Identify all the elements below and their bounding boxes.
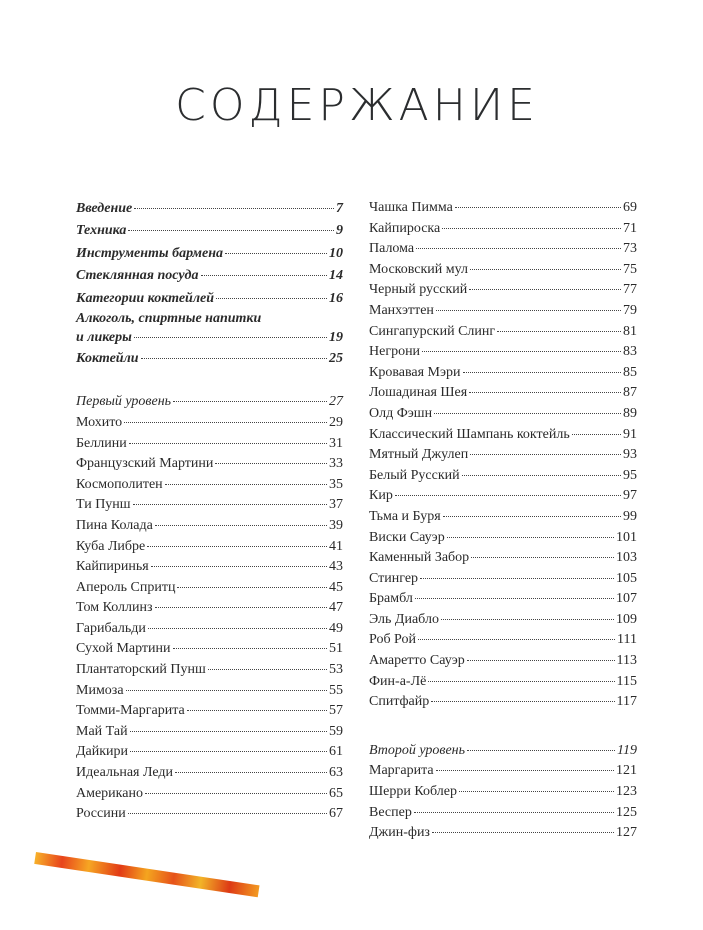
entry-page: 19 xyxy=(329,329,343,345)
toc-entry[interactable] xyxy=(76,598,343,619)
toc-entry[interactable] xyxy=(369,569,637,590)
entry-title: Космополитен xyxy=(76,476,163,492)
entry-title: Амаретто Сауэр xyxy=(369,653,465,669)
dot-leader xyxy=(155,525,327,526)
entry-page: 101 xyxy=(616,529,637,545)
dot-leader xyxy=(422,351,621,352)
entry-title: Виски Сауэр xyxy=(369,529,445,545)
toc-left-column xyxy=(76,198,343,825)
entry-page: 121 xyxy=(616,763,637,779)
dot-leader xyxy=(428,681,614,682)
level1-list xyxy=(76,413,343,825)
toc-entry[interactable] xyxy=(369,823,637,844)
entry-title: Олд Фэшн xyxy=(369,405,433,421)
toc-entry[interactable] xyxy=(76,722,343,743)
entry-title: Тьма и Буря xyxy=(369,508,441,524)
dot-leader xyxy=(145,793,327,794)
cocktail-list-continued xyxy=(369,198,637,713)
toc-entry[interactable] xyxy=(369,466,637,487)
dot-leader xyxy=(572,434,621,435)
dot-leader xyxy=(431,701,614,702)
toc-section-level1[interactable] xyxy=(76,392,343,413)
toc-entry[interactable] xyxy=(369,404,637,425)
entry-page: 31 xyxy=(329,435,343,451)
entry-page: 57 xyxy=(329,703,343,719)
dot-leader xyxy=(470,454,621,455)
entry-page: 71 xyxy=(623,220,637,236)
entry-title: Стингер xyxy=(369,570,419,586)
decorative-ribbon xyxy=(34,852,259,897)
entry-page: 10 xyxy=(329,245,343,261)
dot-leader xyxy=(395,495,621,496)
dot-leader xyxy=(175,772,327,773)
dot-leader xyxy=(173,648,327,649)
entry-title: Кир xyxy=(369,488,393,504)
entry-page: 85 xyxy=(623,364,637,380)
dot-leader xyxy=(215,463,327,464)
entry-page: 43 xyxy=(329,559,343,575)
toc-entry[interactable] xyxy=(369,782,637,803)
entry-page: 73 xyxy=(623,241,637,257)
toc-entry[interactable] xyxy=(369,342,637,363)
entry-title: Манхэттен xyxy=(369,302,434,318)
toc-entry[interactable] xyxy=(369,383,637,404)
entry-title: Кайпиринья xyxy=(76,559,149,575)
toc-entry[interactable] xyxy=(369,692,637,713)
entry-page: 35 xyxy=(329,476,343,492)
section-page: 119 xyxy=(617,742,637,758)
toc-entry[interactable] xyxy=(76,701,343,722)
section-title: Первый уровень xyxy=(76,394,172,410)
entry-title: Мимоза xyxy=(76,682,124,698)
entry-page: 69 xyxy=(623,200,637,215)
toc-entry[interactable] xyxy=(76,454,343,475)
dot-leader xyxy=(225,253,327,254)
entry-page: 93 xyxy=(623,447,637,463)
toc-entry[interactable] xyxy=(369,239,637,260)
toc-entry[interactable] xyxy=(369,548,637,569)
entry-page: 47 xyxy=(329,600,343,616)
entry-title: Негрони xyxy=(369,344,421,360)
entry-page: 107 xyxy=(616,591,637,607)
entry-title: Дайкири xyxy=(76,744,129,760)
entry-title: Россини xyxy=(76,806,126,822)
entry-title: Категории коктейлей xyxy=(76,290,215,306)
dot-leader xyxy=(155,607,327,608)
dot-leader xyxy=(467,750,615,751)
entry-page: 89 xyxy=(623,405,637,421)
entry-title-line2: и ликеры xyxy=(76,329,132,345)
entry-page: 75 xyxy=(623,261,637,277)
dot-leader xyxy=(126,690,327,691)
entry-page: 81 xyxy=(623,323,637,339)
entry-title: Лошадиная Шея xyxy=(369,385,468,401)
toc-entry[interactable] xyxy=(369,651,637,672)
toc-entry-intro[interactable] xyxy=(76,198,343,220)
entry-title: Ти Пунш xyxy=(76,497,131,513)
entry-page: 95 xyxy=(623,467,637,483)
entry-title: Чашка Пимма xyxy=(369,200,453,215)
entry-title: Веспер xyxy=(369,804,412,820)
dot-leader xyxy=(462,475,621,476)
entry-page: 109 xyxy=(616,611,637,627)
entry-page: 99 xyxy=(623,508,637,524)
entry-page: 87 xyxy=(623,385,637,401)
dot-leader xyxy=(441,619,614,620)
page-title: СОДЕРЖАНИЕ xyxy=(175,80,539,131)
toc-entry-glassware[interactable] xyxy=(76,265,343,287)
entry-title: Томми-Маргарита xyxy=(76,703,185,719)
entry-title: Роб Рой xyxy=(369,632,416,648)
entry-title: Куба Либре xyxy=(76,538,146,554)
entry-page: 113 xyxy=(616,653,637,669)
entry-page: 127 xyxy=(616,825,637,841)
dot-leader xyxy=(432,832,614,833)
toc-entry[interactable] xyxy=(369,589,637,610)
dot-leader xyxy=(420,578,614,579)
toc-entry[interactable] xyxy=(369,322,637,343)
toc-entry-technique[interactable] xyxy=(76,220,343,242)
toc-entry[interactable] xyxy=(76,619,343,640)
entry-page: 97 xyxy=(623,488,637,504)
entry-title: Апероль Спритц xyxy=(76,579,176,595)
toc-right-column xyxy=(369,198,637,844)
entry-page: 37 xyxy=(329,497,343,513)
entry-title: Шерри Коблер xyxy=(369,784,457,800)
entry-page: 51 xyxy=(329,641,343,657)
dot-leader xyxy=(130,731,327,732)
entry-page: 53 xyxy=(329,662,343,678)
toc-section-level2[interactable] xyxy=(369,741,637,762)
toc-entry[interactable] xyxy=(369,363,637,384)
entry-page: 39 xyxy=(329,517,343,533)
toc-entry-alcohol[interactable] xyxy=(76,310,343,348)
toc-entry[interactable] xyxy=(76,639,343,660)
entry-title: Спитфайр xyxy=(369,694,430,710)
dot-leader xyxy=(134,208,334,209)
dot-leader xyxy=(447,537,614,538)
entry-title: Джин-физ xyxy=(369,825,430,841)
entry-page: 105 xyxy=(616,570,637,586)
toc-entry[interactable] xyxy=(76,516,343,537)
dot-leader xyxy=(148,628,327,629)
entry-title: Кайпироска xyxy=(369,220,441,236)
dot-leader xyxy=(208,669,327,670)
entry-title: Кровавая Мэри xyxy=(369,364,461,380)
level2-list xyxy=(369,761,637,843)
dot-leader xyxy=(124,422,327,423)
dot-leader xyxy=(147,546,327,547)
dot-leader xyxy=(187,710,327,711)
dot-leader xyxy=(442,228,621,229)
entry-page: 79 xyxy=(623,302,637,318)
entry-title: Беллини xyxy=(76,435,127,451)
entry-page: 103 xyxy=(616,550,637,566)
toc-entry-cocktails[interactable] xyxy=(76,348,343,370)
toc-entry[interactable] xyxy=(76,804,343,825)
toc-entry[interactable] xyxy=(369,610,637,631)
entry-title: Май Тай xyxy=(76,723,128,739)
entry-page: 117 xyxy=(616,694,637,710)
dot-leader xyxy=(130,751,327,752)
toc-entry[interactable] xyxy=(369,630,637,651)
dot-leader xyxy=(469,392,621,393)
entry-title: Черный русский xyxy=(369,282,468,298)
entry-page: 115 xyxy=(616,673,637,689)
entry-title: Гарибальди xyxy=(76,620,146,636)
dot-leader xyxy=(133,504,327,505)
entry-page: 25 xyxy=(329,350,343,366)
toc-entry[interactable] xyxy=(76,537,343,558)
dot-leader xyxy=(434,413,621,414)
entry-page: 123 xyxy=(616,784,637,800)
entry-title: Брамбл xyxy=(369,591,413,607)
entry-page: 16 xyxy=(329,290,343,306)
dot-leader xyxy=(436,770,614,771)
section-title: Второй уровень xyxy=(369,742,465,758)
toc-entry[interactable] xyxy=(369,219,637,240)
dot-leader xyxy=(151,566,327,567)
dot-leader xyxy=(418,639,615,640)
toc-entry[interactable] xyxy=(76,784,343,805)
toc-entry-categories[interactable] xyxy=(76,288,343,310)
dot-leader xyxy=(436,310,621,311)
entry-page: 29 xyxy=(329,414,343,430)
toc-entry[interactable] xyxy=(76,413,343,434)
toc-entry[interactable] xyxy=(76,763,343,784)
entry-title: Идеальная Леди xyxy=(76,765,174,781)
entry-page: 14 xyxy=(329,268,343,284)
entry-title: Французский Мартини xyxy=(76,456,214,472)
dot-leader xyxy=(128,813,327,814)
entry-page: 91 xyxy=(623,426,637,442)
dot-leader xyxy=(165,484,327,485)
toc-entry[interactable] xyxy=(369,260,637,281)
dot-leader xyxy=(173,401,327,402)
toc-entry[interactable] xyxy=(369,425,637,446)
toc-entry[interactable] xyxy=(369,528,637,549)
entry-title: Маргарита xyxy=(369,763,434,779)
entry-page: 111 xyxy=(617,632,637,648)
dot-leader xyxy=(128,230,334,231)
entry-title: Плантаторский Пунш xyxy=(76,662,206,678)
toc-entry[interactable] xyxy=(369,280,637,301)
entry-title: Мятный Джулеп xyxy=(369,447,469,463)
entry-page: 65 xyxy=(329,785,343,801)
dot-leader xyxy=(415,598,614,599)
entry-title: Том Коллинз xyxy=(76,600,153,616)
dot-leader xyxy=(443,516,621,517)
entry-title: Эль Диабло xyxy=(369,611,439,627)
entry-page: 67 xyxy=(329,806,343,822)
entry-title: Введение xyxy=(76,201,133,216)
entry-title: Белый Русский xyxy=(369,467,460,483)
entry-page: 33 xyxy=(329,456,343,472)
toc-entry[interactable] xyxy=(76,742,343,763)
toc-entry[interactable] xyxy=(369,486,637,507)
toc-entry-tools[interactable] xyxy=(76,243,343,265)
toc-entry[interactable] xyxy=(76,475,343,496)
entry-page: 55 xyxy=(329,682,343,698)
entry-title: Пина Колада xyxy=(76,517,153,533)
toc-entry[interactable] xyxy=(369,672,637,693)
dot-leader xyxy=(141,358,327,359)
dot-leader xyxy=(455,207,621,208)
entry-page: 83 xyxy=(623,344,637,360)
entry-title: Стеклянная посуда xyxy=(76,268,199,284)
dot-leader xyxy=(177,587,327,588)
entry-title: Фин-а-Лё xyxy=(369,673,427,689)
entry-page: 9 xyxy=(336,223,343,239)
toc-entry[interactable] xyxy=(76,578,343,599)
dot-leader xyxy=(469,289,621,290)
entry-page: 61 xyxy=(329,744,343,760)
toc-entry[interactable] xyxy=(76,434,343,455)
entry-title: Каменный Забор xyxy=(369,550,470,566)
entry-page: 77 xyxy=(623,282,637,298)
toc-entry[interactable] xyxy=(369,803,637,824)
entry-title: Коктейли xyxy=(76,350,139,366)
entry-title: Мохито xyxy=(76,414,123,430)
dot-leader xyxy=(459,791,614,792)
entry-page: 7 xyxy=(336,201,343,216)
entry-title: Американо xyxy=(76,785,143,801)
dot-leader xyxy=(463,372,621,373)
toc-entry[interactable] xyxy=(369,507,637,528)
dot-leader xyxy=(201,275,327,276)
dot-leader xyxy=(129,443,327,444)
toc-entry[interactable] xyxy=(369,761,637,782)
toc-entry[interactable] xyxy=(76,495,343,516)
entry-page: 45 xyxy=(329,579,343,595)
entry-page: 41 xyxy=(329,538,343,554)
entry-page: 125 xyxy=(616,804,637,820)
dot-leader xyxy=(414,812,614,813)
entry-title-line1: Алкоголь, спиртные напитки xyxy=(76,310,262,326)
toc-entry[interactable] xyxy=(76,681,343,702)
toc-entry[interactable] xyxy=(369,445,637,466)
entry-title: Классический Шампань коктейль xyxy=(369,426,570,442)
toc-entry[interactable] xyxy=(76,660,343,681)
toc-entry[interactable] xyxy=(369,198,637,219)
dot-leader xyxy=(497,331,621,332)
dot-leader xyxy=(471,557,614,558)
entry-title: Сухой Мартини xyxy=(76,641,171,657)
entry-title: Сингапурский Слинг xyxy=(369,323,496,339)
section-page: 27 xyxy=(329,394,343,410)
entry-page: 49 xyxy=(329,620,343,636)
entry-title: Московский мул xyxy=(369,261,469,277)
dot-leader xyxy=(216,298,327,299)
toc-entry[interactable] xyxy=(369,301,637,322)
dot-leader xyxy=(134,337,327,338)
dot-leader xyxy=(467,660,615,661)
entry-title: Инструменты бармена xyxy=(76,245,223,261)
entry-title: Палома xyxy=(369,241,415,257)
dot-leader xyxy=(470,269,621,270)
toc-entry[interactable] xyxy=(76,557,343,578)
entry-title: Техника xyxy=(76,223,127,239)
entry-page: 59 xyxy=(329,723,343,739)
entry-page: 63 xyxy=(329,765,343,781)
dot-leader xyxy=(416,248,621,249)
